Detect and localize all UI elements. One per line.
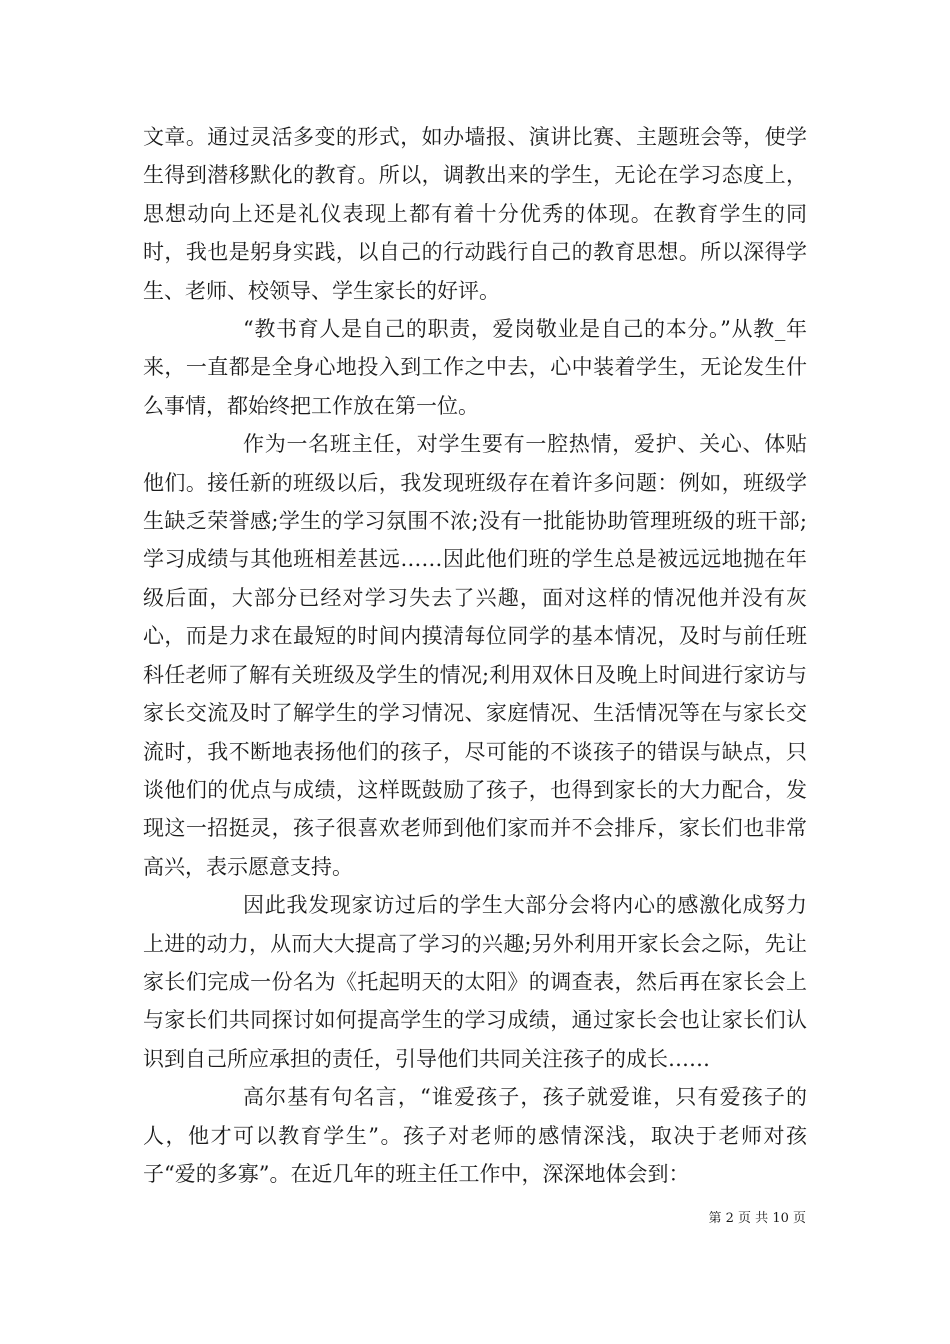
page-number-footer: 第 2 页 共 10 页 [708, 1211, 806, 1226]
paragraph-5: 高尔基有句名言，“谁爱孩子，孩子就爱谁，只有爱孩子的人，他才可以教育学生”。孩子对老师的感情深浅，取决于老师对孩子“爱的多寡”。在近几年的班主任工作中，深深地体会到： [143, 1085, 807, 1186]
paragraph-4: 因此我发现家访过后的学生大部分会将内心的感激化成努力上进的动力，从而大大提高了学习的兴趣;另外利用开家长会之际，先让家长们完成一份名为《托起明天的太阳》的调查表，然后再在家长会上与家长们共同探讨如何提高学生的学习成绩，通过家长会也让家长们认识到自己所应承担的责任，引导他们共同关注孩子的成长…… [143, 893, 807, 1071]
paragraph-3: 作为一名班主任，对学生要有一腔热情，爱护、关心、体贴他们。接任新的班级以后，我发现班级存在着许多问题：例如，班级学生缺乏荣誉感;学生的学习氛围不浓;没有一批能协助管理班级的班干部;学习成绩与其他班相差甚远……因此他们班的学生总是被远远地抛在年级后面，大部分已经对学习失去了兴趣，面对这样的情况他并没有灰心，而是力求在最短的时间内摸清每位同学的基本情况，及时与前任班科任老师了解有关班级及学生的情况;利用双休日及晚上时间进行家访与家长交流及时了解学生的学习情况、家庭情况、生活情况等在与家长交流时，我不断地表扬他们的孩子，尽可能的不谈孩子的错误与缺点，只谈他们的优点与成绩，这样既鼓励了孩子，也得到家长的大力配合，发现这一招挺灵，孩子很喜欢老师到他们家而并不会排斥，家长们也非常高兴，表示愿意支持。 [143, 432, 807, 879]
paragraph-2: “教书育人是自己的职责，爱岗敬业是自己的本分。”从教_年来，一直都是全身心地投入到工作之中去，心中装着学生，无论发生什么事情，都始终把工作放在第一位。 [143, 317, 807, 418]
paragraph-1: 文章。通过灵活多变的形式，如办墙报、演讲比赛、主题班会等，使学生得到潜移默化的教育。所以，调教出来的学生，无论在学习态度上，思想动向上还是礼仪表现上都有着十分优秀的体现。在教育学生的同时，我也是躬身实践，以自己的行动践行自己的教育思想。所以深得学生、老师、校领导、学生家长的好评。 [143, 125, 807, 303]
document-body [143, 118, 807, 1193]
